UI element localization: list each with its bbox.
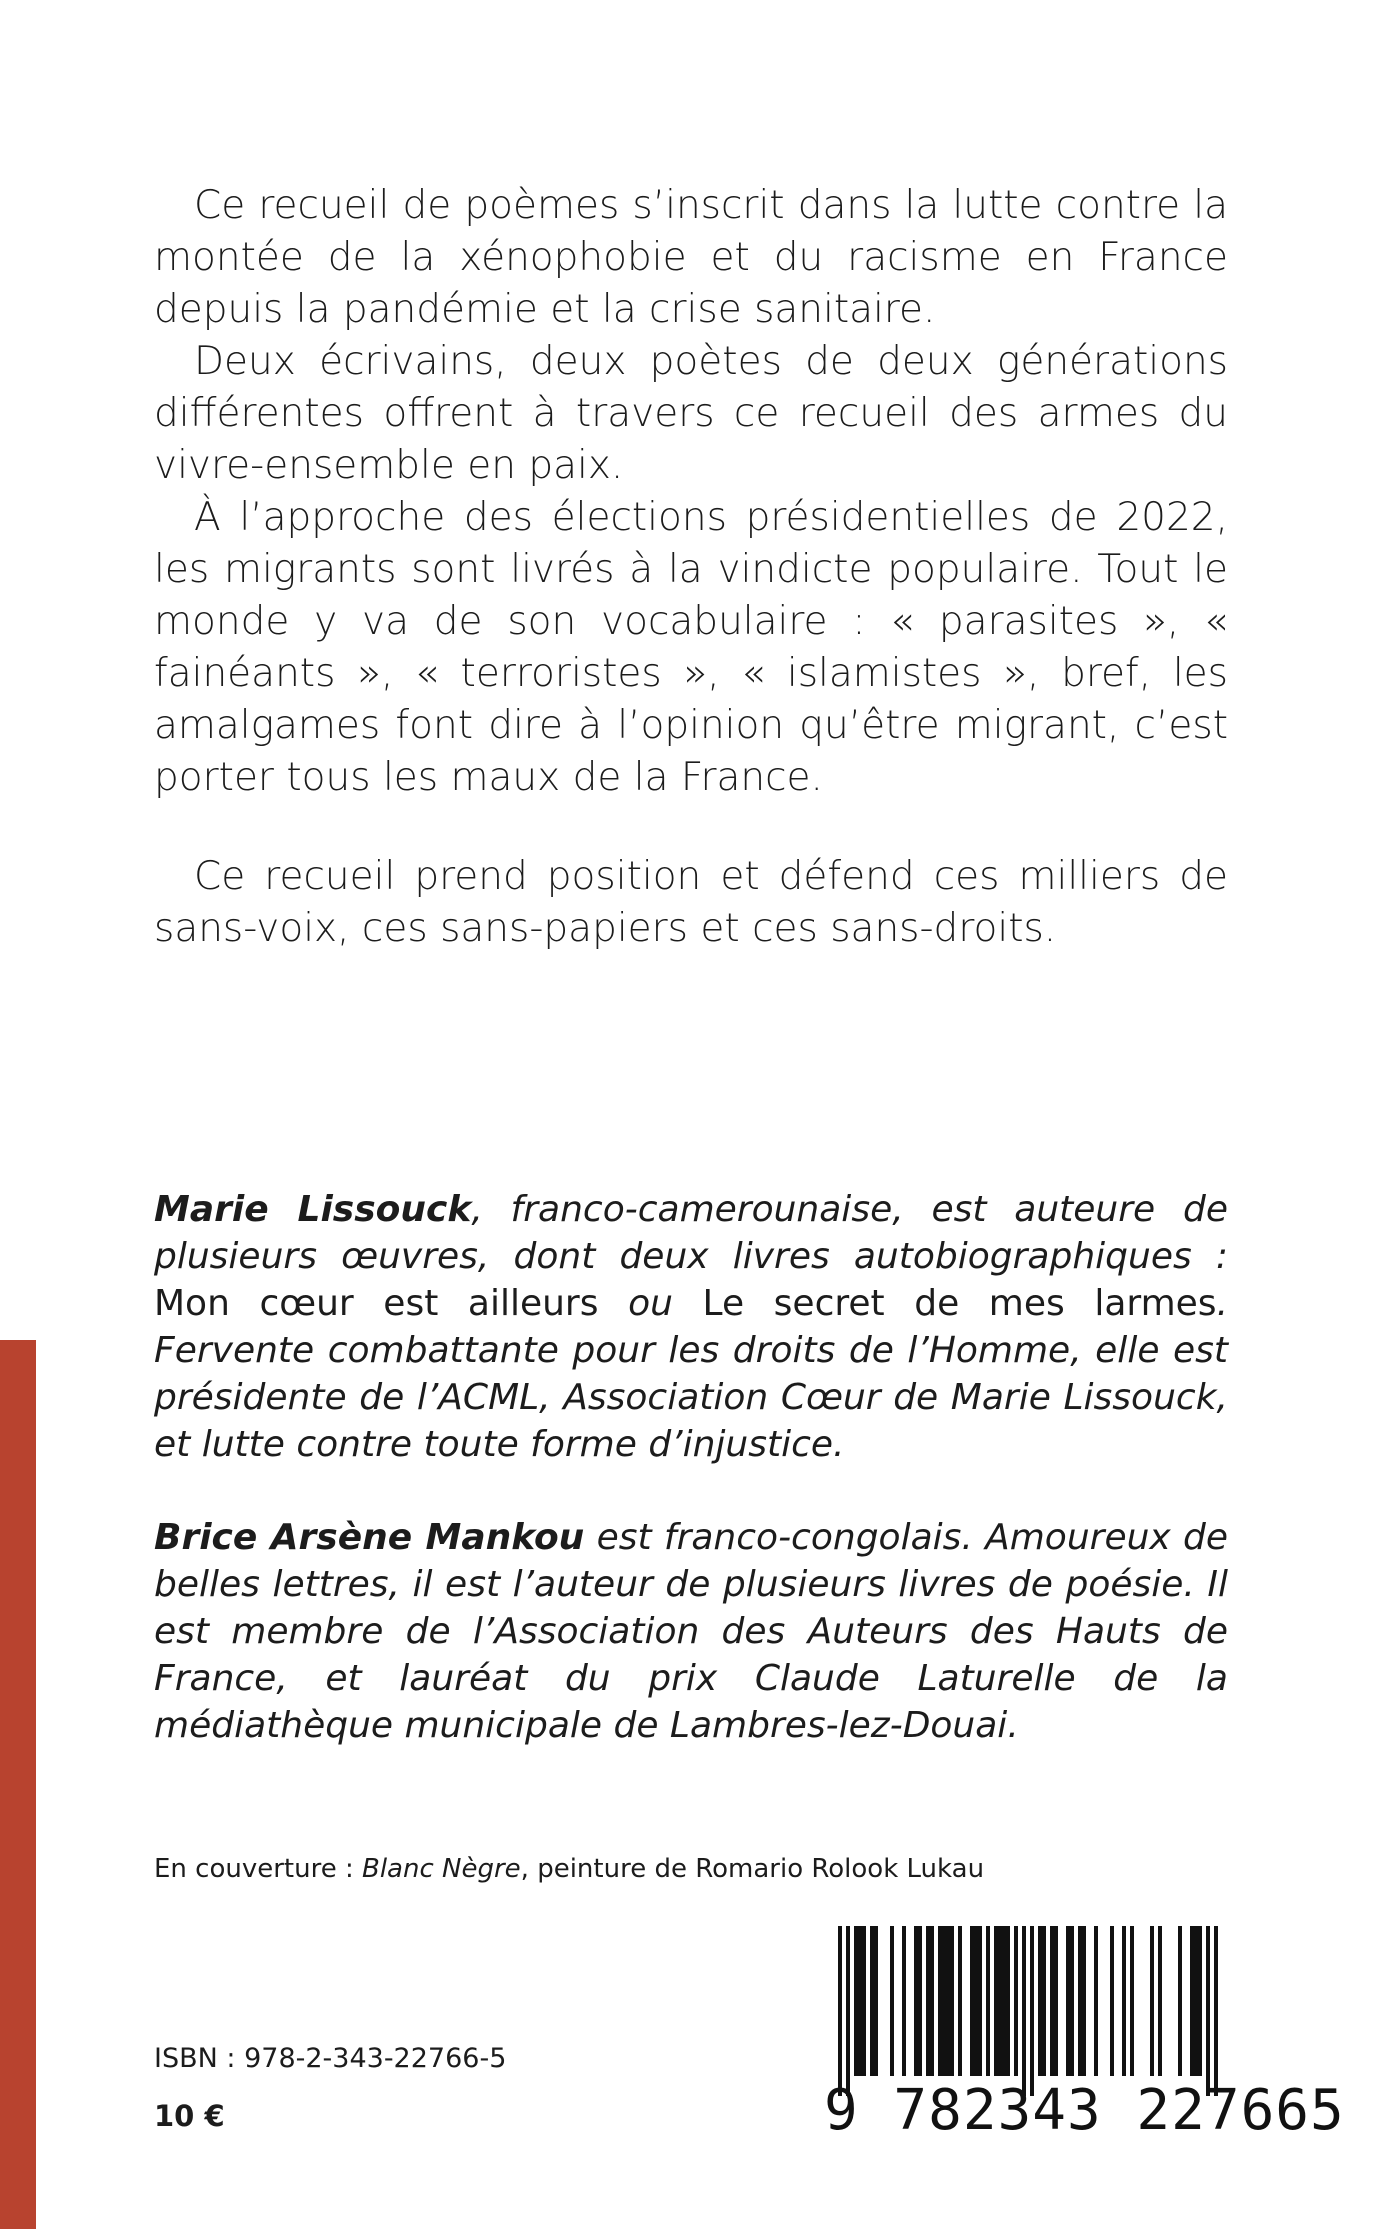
barcode-bar bbox=[1194, 1926, 1198, 2076]
barcode bbox=[824, 1926, 1345, 2152]
price: 10 € bbox=[154, 2099, 225, 2133]
barcode-bar bbox=[1082, 1926, 1086, 2076]
red-side-stripe bbox=[0, 1340, 36, 2229]
barcode-bar bbox=[1130, 1926, 1134, 2076]
barcode-bar bbox=[1078, 1926, 1082, 2076]
author-bio-marie-lissouck bbox=[154, 1186, 1228, 1468]
barcode-bar bbox=[1094, 1926, 1098, 2076]
barcode-bar bbox=[1022, 1926, 1026, 2096]
barcode-bar bbox=[902, 1926, 906, 2076]
barcode-bar bbox=[938, 1926, 942, 2076]
author-bio-brice-mankou bbox=[154, 1514, 1228, 1749]
barcode-bar bbox=[1070, 1926, 1074, 2076]
barcode-bar bbox=[838, 1926, 842, 2096]
book-title-secret: Le secret de mes larmes bbox=[702, 1283, 1217, 1324]
barcode-bar bbox=[890, 1926, 894, 2076]
barcode-bar bbox=[958, 1926, 962, 2076]
barcode-bar bbox=[874, 1926, 878, 2076]
bio1-text-b: . Fervente combattante pour les droits de l’Homme, elle est présidente de l’ACML, Association Cœur de Marie Lissouck, et lutte contre toute forme d’injustice. bbox=[154, 1283, 1229, 1465]
barcode-bar bbox=[1158, 1926, 1162, 2076]
barcode-bar bbox=[1002, 1926, 1006, 2076]
book-title-mon-coeur: Mon cœur est ailleurs bbox=[154, 1283, 599, 1324]
author-name-brice-mankou: Brice Arsène Mankou bbox=[154, 1517, 585, 1558]
barcode-bar bbox=[870, 1926, 874, 2076]
blurb-paragraph-2: Deux écrivains, deux poètes de deux générations différentes offrent à travers ce recueil des armes du vivre-ensemble en paix. bbox=[154, 339, 1228, 488]
barcode-bar bbox=[1030, 1926, 1034, 2096]
barcode-digits: 9 782343 227665 bbox=[824, 2078, 1345, 2143]
barcode-bar bbox=[1054, 1926, 1058, 2076]
barcode-bar bbox=[914, 1926, 918, 2076]
barcode-bar bbox=[978, 1926, 982, 2076]
blurb-paragraph-4: Ce recueil prend position et défend ces milliers de sans-voix, ces sans-papiers et ces sans-droits. bbox=[154, 854, 1228, 951]
bio1-text-a: , franco-camerounaise, est auteure de plusieurs œuvres, dont deux livres autobiographiques : bbox=[154, 1189, 1229, 1277]
barcode-bar bbox=[998, 1926, 1002, 2076]
barcode-bar bbox=[1042, 1926, 1046, 2076]
barcode-bar bbox=[1066, 1926, 1070, 2076]
barcode-bar bbox=[854, 1926, 858, 2076]
barcode-bar bbox=[1198, 1926, 1202, 2076]
credit-artwork-title: Blanc Nègre bbox=[362, 1854, 521, 1884]
credit-suffix: , peinture de Romario Rolook Lukau bbox=[520, 1854, 985, 1884]
barcode-bar bbox=[918, 1926, 922, 2076]
isbn: ISBN : 978-2-343-22766-5 bbox=[154, 2043, 507, 2074]
barcode-bar bbox=[926, 1926, 930, 2076]
barcode-bar bbox=[1006, 1926, 1010, 2076]
barcode-bar bbox=[1190, 1926, 1194, 2076]
barcode-bar bbox=[1150, 1926, 1154, 2076]
barcode-bar bbox=[986, 1926, 990, 2076]
credit-prefix: En couverture : bbox=[154, 1854, 362, 1884]
barcode-bar bbox=[1014, 1926, 1018, 2076]
barcode-bar bbox=[994, 1926, 998, 2076]
barcode-bar bbox=[858, 1926, 862, 2076]
barcode-bar bbox=[1110, 1926, 1114, 2076]
barcode-bar bbox=[1214, 1926, 1218, 2096]
barcode-bar bbox=[1122, 1926, 1126, 2076]
blurb-paragraph-1: Ce recueil de poèmes s’inscrit dans la lutte contre la montée de la xénophobie et du racisme en France depuis la pandémie et la crise sanitaire. bbox=[154, 183, 1228, 332]
barcode-bar bbox=[1178, 1926, 1182, 2076]
barcode-bar bbox=[1050, 1926, 1054, 2076]
barcode-bar bbox=[1206, 1926, 1210, 2096]
blurb-paragraph-3: À l’approche des élections présidentielles de 2022, les migrants sont livrés à la vindicte populaire. Tout le monde y va de son vocabulaire : « parasites », « fainéants », « terroristes », « islamistes », bref, les amalgames font dire à l’opinion qu’être migrant, c’est porter tous les maux de la France. bbox=[154, 495, 1228, 800]
barcode-bar bbox=[942, 1926, 946, 2076]
barcode-bar bbox=[862, 1926, 866, 2076]
barcode-bar bbox=[1038, 1926, 1042, 2076]
back-cover-blurb bbox=[154, 180, 1228, 955]
cover-credit bbox=[154, 1852, 984, 1886]
bio2-text: est franco-congolais. Amoureux de belles lettres, il est l’auteur de plusieurs livres de poésie. Il est membre de l’Association des Auteurs des Hauts de France, et lauréat du prix Claude Laturelle de la médiathèque municipale de Lambres-lez-Douai. bbox=[154, 1517, 1229, 1746]
barcode-bar bbox=[970, 1926, 974, 2076]
barcode-bar bbox=[930, 1926, 934, 2076]
author-bios bbox=[154, 1186, 1228, 1749]
barcode-bars bbox=[824, 1926, 1232, 2096]
barcode-bar bbox=[974, 1926, 978, 2076]
barcode-bar bbox=[946, 1926, 950, 2076]
barcode-bar bbox=[846, 1926, 850, 2096]
barcode-bar bbox=[950, 1926, 954, 2076]
bio1-connector: ou bbox=[598, 1283, 703, 1324]
author-name-marie-lissouck: Marie Lissouck bbox=[154, 1189, 472, 1230]
